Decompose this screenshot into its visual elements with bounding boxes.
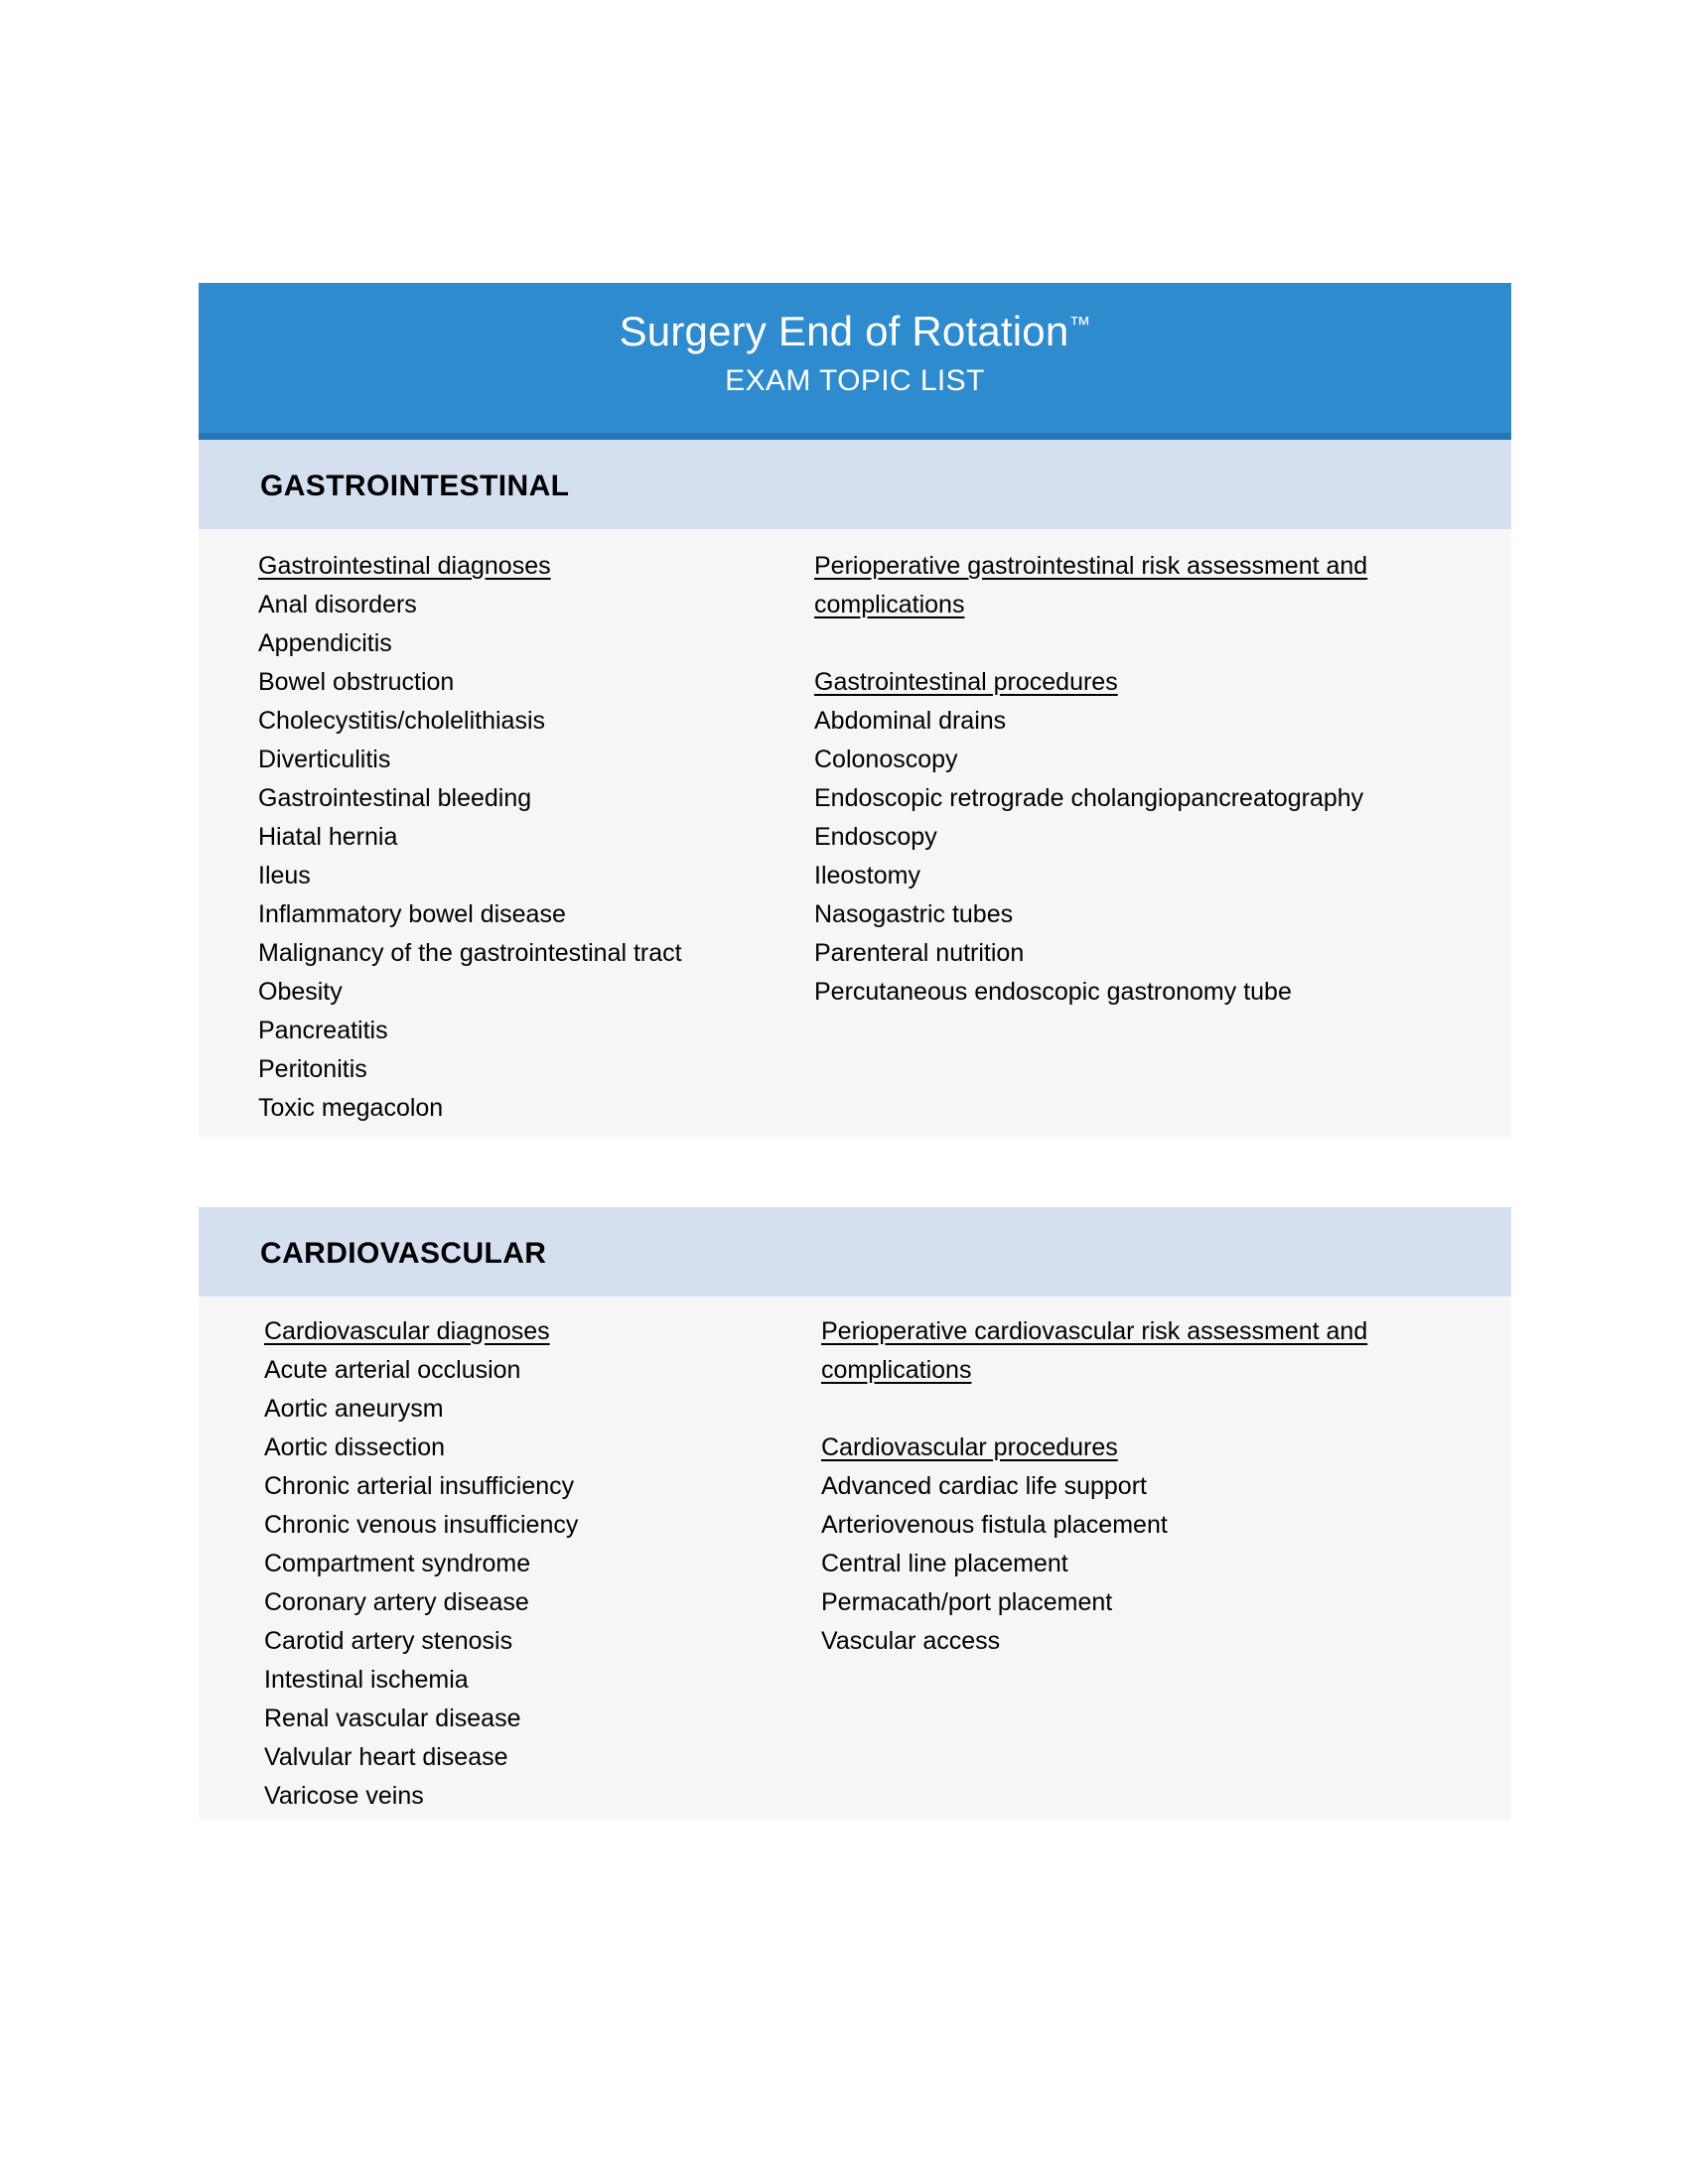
topic-item: Bowel obstruction	[258, 668, 455, 696]
two-column-layout	[199, 1297, 1511, 1820]
topic-item: Inflammatory bowel disease	[258, 900, 566, 928]
topic-item: Toxic megacolon	[258, 1094, 444, 1122]
topic-group	[264, 1312, 820, 1816]
topic-group-title: Gastrointestinal procedures	[814, 668, 1118, 696]
topic-item: Malignancy of the gastrointestinal tract	[258, 939, 682, 967]
topic-item: Renal vascular disease	[264, 1705, 521, 1732]
topic-group	[814, 547, 1460, 624]
topic-item: Nasogastric tubes	[814, 900, 1014, 928]
topic-item: Hiatal hernia	[258, 823, 398, 851]
section-body-cardiovascular	[199, 1297, 1511, 1820]
column-left	[258, 547, 814, 1128]
page-title-text: Surgery End of Rotation	[619, 308, 1069, 354]
topic-group	[258, 547, 814, 1128]
column-left	[264, 1312, 820, 1816]
topic-group-title: Perioperative gastrointestinal risk assessment and complications	[814, 552, 1368, 618]
topic-item: Obesity	[258, 978, 343, 1006]
topic-item: Aortic dissection	[264, 1433, 446, 1461]
topic-item: Peritonitis	[258, 1055, 367, 1083]
topic-group	[814, 663, 1460, 1012]
topic-item: Ileostomy	[814, 862, 920, 889]
section-title: GASTROINTESTINAL	[260, 470, 570, 502]
section-header-cardiovascular	[199, 1207, 1511, 1297]
column-right	[814, 547, 1460, 1012]
page-title	[199, 307, 1511, 356]
topic-item: Gastrointestinal bleeding	[258, 784, 532, 812]
topic-item: Abdominal drains	[814, 707, 1007, 735]
topic-item: Acute arterial occlusion	[264, 1356, 521, 1384]
topic-item: Varicose veins	[264, 1782, 424, 1810]
topic-item: Chronic arterial insufficiency	[264, 1472, 575, 1500]
topic-item: Advanced cardiac life support	[821, 1472, 1147, 1500]
topic-item: Cholecystitis/cholelithiasis	[258, 707, 546, 735]
topic-item: Vascular access	[821, 1627, 1001, 1655]
topic-group-title: Gastrointestinal diagnoses	[258, 552, 551, 580]
topic-group-title: Cardiovascular procedures	[821, 1433, 1118, 1461]
topic-item: Aortic aneurysm	[264, 1395, 444, 1423]
section-body-gastrointestinal	[199, 529, 1511, 1137]
topic-item: Coronary artery disease	[264, 1588, 529, 1616]
trademark-symbol: ™	[1068, 312, 1091, 337]
topic-item: Endoscopy	[814, 823, 937, 851]
topic-item: Chronic venous insufficiency	[264, 1511, 579, 1539]
topic-group-title: Perioperative cardiovascular risk assessment and complications	[821, 1317, 1368, 1384]
topic-item: Permacath/port placement	[821, 1588, 1113, 1616]
topic-item: Percutaneous endoscopic gastronomy tube	[814, 978, 1292, 1006]
topic-item: Appendicitis	[258, 629, 392, 657]
topic-item: Colonoscopy	[814, 746, 958, 773]
topic-item: Diverticulitis	[258, 746, 391, 773]
group-spacer	[814, 624, 1460, 663]
topic-item: Arteriovenous fistula placement	[821, 1511, 1168, 1539]
page-subtitle: EXAM TOPIC LIST	[725, 363, 985, 397]
topic-group-title: Cardiovascular diagnoses	[264, 1317, 550, 1345]
group-spacer	[821, 1390, 1467, 1429]
topic-item: Ileus	[258, 862, 311, 889]
topic-item: Intestinal ischemia	[264, 1666, 469, 1694]
topic-item: Pancreatitis	[258, 1017, 388, 1044]
topic-item: Anal disorders	[258, 591, 417, 618]
topic-group	[821, 1312, 1467, 1390]
document-title-banner	[199, 283, 1511, 440]
topic-item: Carotid artery stenosis	[264, 1627, 513, 1655]
section-title: CARDIOVASCULAR	[260, 1237, 547, 1270]
topic-item: Compartment syndrome	[264, 1550, 531, 1577]
topic-item: Endoscopic retrograde cholangiopancreatography	[814, 784, 1364, 812]
topic-group	[821, 1429, 1467, 1661]
column-right	[821, 1312, 1467, 1661]
section-header-gastrointestinal	[199, 440, 1511, 529]
topic-item: Central line placement	[821, 1550, 1068, 1577]
two-column-layout	[199, 529, 1511, 1137]
topic-item: Parenteral nutrition	[814, 939, 1025, 967]
topic-item: Valvular heart disease	[264, 1743, 508, 1771]
